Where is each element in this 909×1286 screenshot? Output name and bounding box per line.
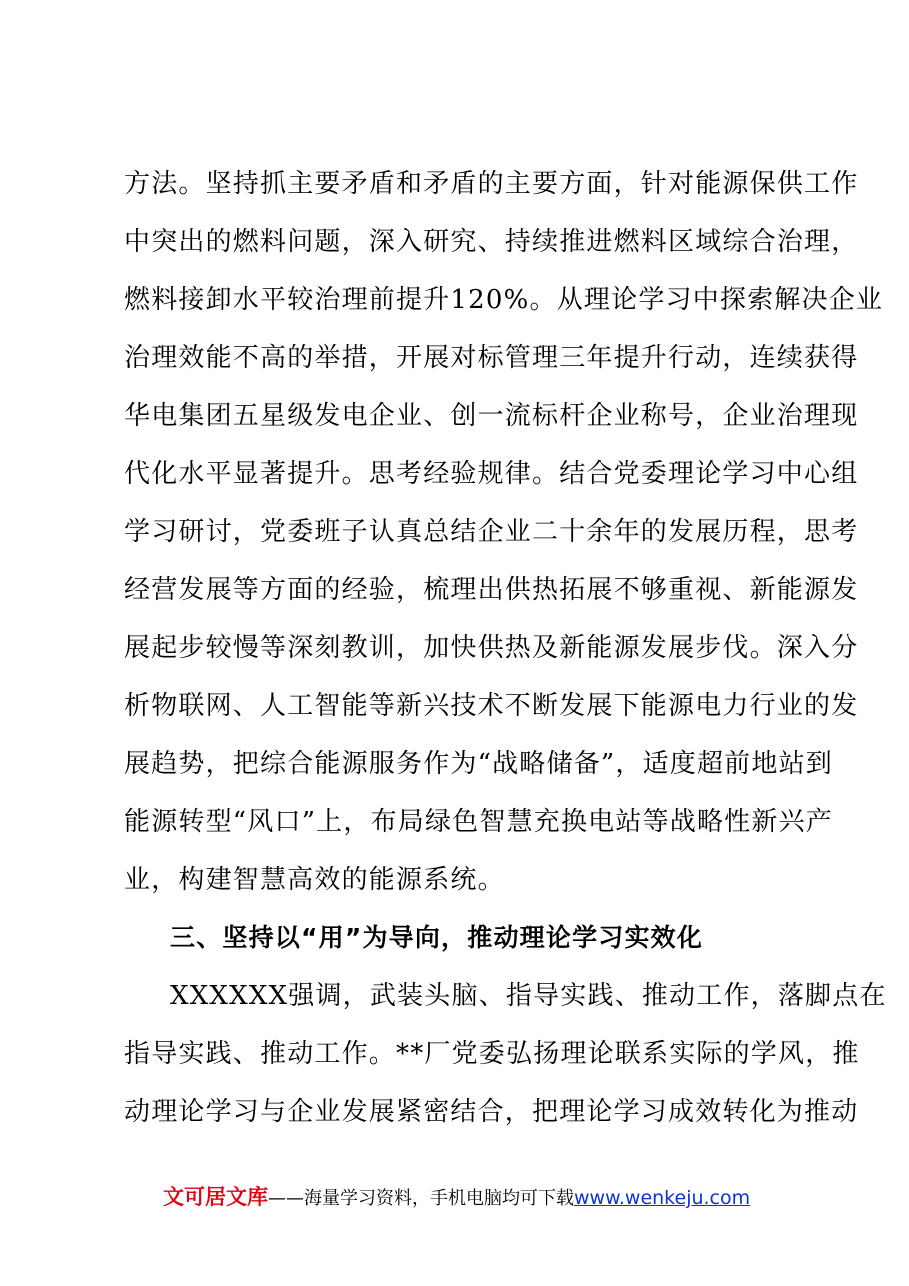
text-line: 指导实践、推动工作。**厂党委弘扬理论联系实际的学风，推 [124,1039,860,1069]
text-line: XXXXXX强调，武装头脑、指导实践、推动工作，落脚点在 [170,981,887,1011]
text-line: 方法。坚持抓主要矛盾和矛盾的主要方面，针对能源保供工作 [124,169,859,199]
text-line: 能源转型“风口”上，布局绿色智慧充换电站等战略性新兴产 [124,807,833,837]
brand-name: 文可居文库 [163,1185,268,1209]
text-line: 展起步较慢等深刻教训，加快供热及新能源发展步伐。深入分 [124,633,859,663]
text-line: 燃料接卸水平较治理前提升120%。从理论学习中探索解决企业 [124,285,884,315]
text-line: 中突出的燃料问题，深入研究、持续推进燃料区域综合治理， [124,227,859,257]
section-heading: 三、坚持以“用”为导向，推动理论学习实效化 [170,923,704,952]
website-link[interactable]: www.wenkeju.com [574,1187,751,1209]
footer-tagline: ——海量学习资料，手机电脑均可下载 [268,1188,574,1209]
page-footer [163,1180,750,1214]
text-line: 治理效能不高的举措，开展对标管理三年提升行动，连续获得 [124,343,859,373]
text-line: 代化水平显著提升。思考经验规律。结合党委理论学习中心组 [124,459,859,489]
text-line: 动理论学习与企业发展紧密结合，把理论学习成效转化为推动 [124,1097,859,1127]
text-line: 业，构建智慧高效的能源系统。 [124,865,505,895]
text-line: 学习研讨，党委班子认真总结企业二十余年的发展历程，思考 [124,517,859,547]
text-line: 析物联网、人工智能等新兴技术不断发展下能源电力行业的发 [124,691,859,721]
text-line: 展趋势，把综合能源服务作为“战略储备”，适度超前地站到 [124,749,833,779]
text-line: 华电集团五星级发电企业、创一流标杆企业称号，企业治理现 [124,401,859,431]
text-line: 经营发展等方面的经验，梳理出供热拓展不够重视、新能源发 [124,575,859,605]
